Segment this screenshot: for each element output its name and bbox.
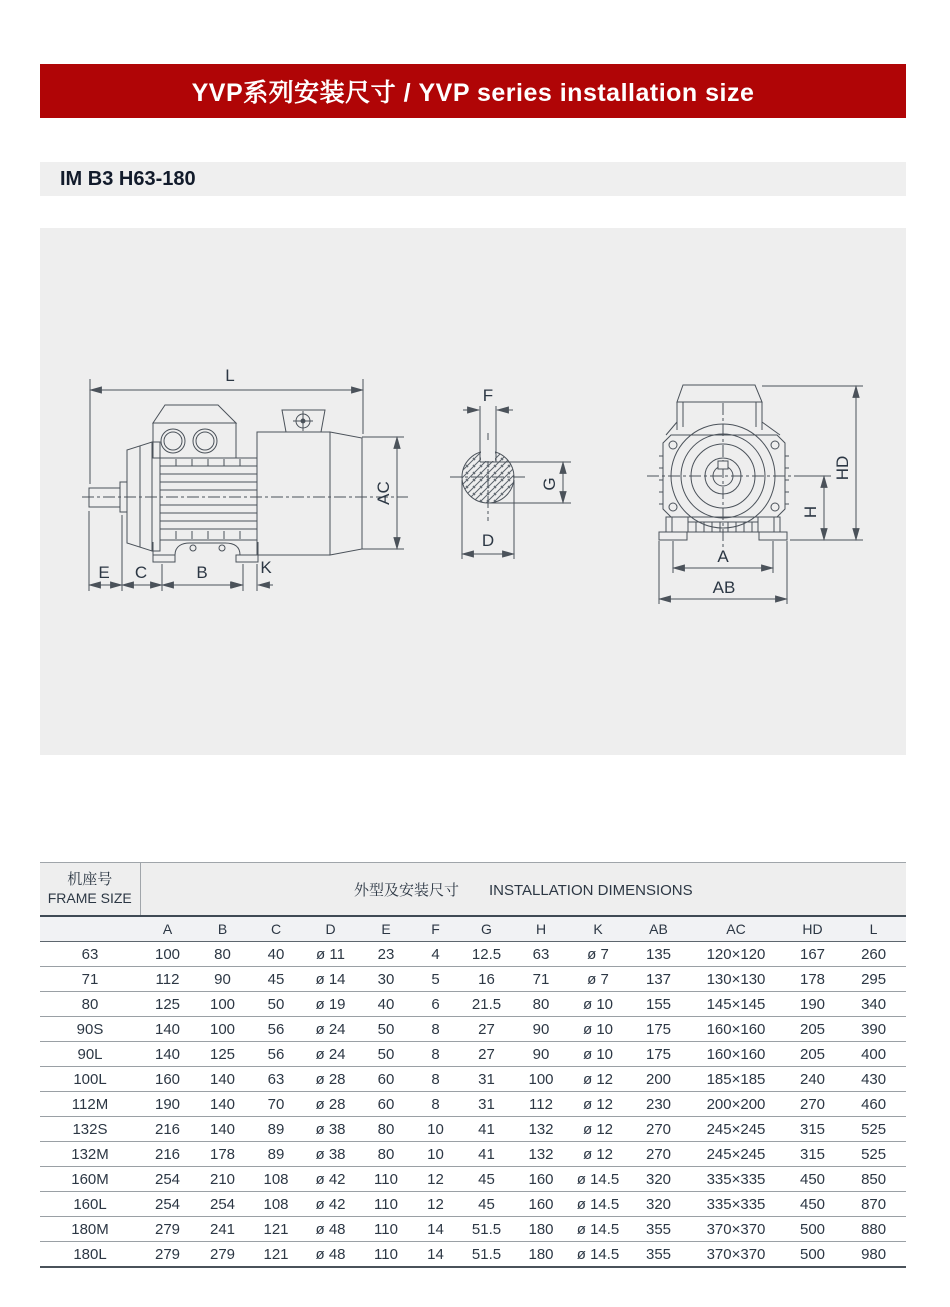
- dimension-cell: ø 24: [302, 1017, 359, 1042]
- dimension-cell: 110: [359, 1167, 413, 1192]
- frame-size-cell: 132M: [40, 1142, 140, 1167]
- dimension-cell: 125: [195, 1042, 250, 1067]
- column-header: E: [359, 916, 413, 942]
- column-header: F: [413, 916, 458, 942]
- dimension-cell: 450: [784, 1167, 841, 1192]
- dimension-cell: 270: [629, 1117, 688, 1142]
- dimension-cell: 850: [841, 1167, 906, 1192]
- dimension-cell: 100: [195, 1017, 250, 1042]
- table-row: [40, 1192, 906, 1217]
- dimension-cell: 90: [195, 967, 250, 992]
- dimension-cell: 90: [515, 1017, 567, 1042]
- dim-label-b: B: [196, 563, 208, 582]
- dimension-cell: 14: [413, 1217, 458, 1242]
- dim-label-ab: AB: [712, 578, 736, 597]
- dimension-cell: 450: [784, 1192, 841, 1217]
- dimension-cell: 279: [195, 1242, 250, 1268]
- dimension-cell: 100: [195, 992, 250, 1017]
- dimension-cell: 160: [515, 1167, 567, 1192]
- dim-label-g: G: [540, 477, 559, 491]
- column-header: G: [458, 916, 515, 942]
- frame-size-cell: 71: [40, 967, 140, 992]
- dimensions-table-wrap: [40, 862, 906, 1268]
- front-view-drawing: [647, 385, 863, 604]
- dimension-cell: ø 11: [302, 942, 359, 967]
- cable-entry-right: [193, 429, 217, 453]
- column-header: L: [841, 916, 906, 942]
- dimension-cell: 8: [413, 1067, 458, 1092]
- dimension-cell: 178: [784, 967, 841, 992]
- frame-size-cell: 180M: [40, 1217, 140, 1242]
- dimension-cell: 130×130: [688, 967, 784, 992]
- dim-label-hd: HD: [833, 455, 852, 481]
- dimension-cell: 31: [458, 1092, 515, 1117]
- dimension-cell: 320: [629, 1192, 688, 1217]
- dimension-cell: 140: [195, 1067, 250, 1092]
- frame-size-cell: 63: [40, 942, 140, 967]
- dimension-cell: 110: [359, 1192, 413, 1217]
- diagram-panel: [40, 228, 906, 755]
- dimension-cell: ø 10: [567, 992, 629, 1017]
- dimension-cell: 110: [359, 1242, 413, 1268]
- dimension-cell: ø 48: [302, 1242, 359, 1268]
- dimension-cell: ø 14.5: [567, 1242, 629, 1268]
- frame-size-cell: 90S: [40, 1017, 140, 1042]
- dimension-cell: 14: [413, 1242, 458, 1268]
- dimension-cell: 60: [359, 1092, 413, 1117]
- dimension-cell: 216: [140, 1117, 195, 1142]
- dimension-cell: 460: [841, 1092, 906, 1117]
- column-header-row: [40, 916, 906, 942]
- dimension-cell: 500: [784, 1242, 841, 1268]
- dim-label-d: D: [481, 531, 495, 550]
- dimension-cell: 155: [629, 992, 688, 1017]
- dimension-cell: ø 7: [567, 942, 629, 967]
- dimension-cell: 41: [458, 1117, 515, 1142]
- dimension-cell: 45: [458, 1192, 515, 1217]
- table-row: [40, 942, 906, 967]
- dimension-cell: ø 38: [302, 1142, 359, 1167]
- dimension-cell: 63: [250, 1067, 302, 1092]
- column-header: A: [140, 916, 195, 942]
- side-view-drawing: [82, 379, 408, 591]
- column-header-blank: [40, 916, 140, 942]
- dimension-cell: 241: [195, 1217, 250, 1242]
- dim-label-e: E: [98, 563, 110, 582]
- dimension-cell: 185×185: [688, 1067, 784, 1092]
- dimension-cell: 12: [413, 1167, 458, 1192]
- dimension-cell: 279: [140, 1217, 195, 1242]
- dimension-cell: 110: [359, 1217, 413, 1242]
- dimension-cell: ø 12: [567, 1067, 629, 1092]
- dimension-cell: 89: [250, 1117, 302, 1142]
- dimension-cell: ø 12: [567, 1092, 629, 1117]
- dimension-cell: 140: [140, 1017, 195, 1042]
- dim-label-a: A: [717, 547, 729, 566]
- dimension-cell: 254: [140, 1192, 195, 1217]
- dimension-cell: ø 12: [567, 1142, 629, 1167]
- dimension-cell: ø 14.5: [567, 1167, 629, 1192]
- dimension-cell: 390: [841, 1017, 906, 1042]
- table-row: [40, 1042, 906, 1067]
- table-row: [40, 1217, 906, 1242]
- dimension-cell: ø 10: [567, 1042, 629, 1067]
- dimension-cell: 63: [515, 942, 567, 967]
- dimension-cell: 132: [515, 1142, 567, 1167]
- dimension-cell: 12.5: [458, 942, 515, 967]
- dimension-cell: 355: [629, 1217, 688, 1242]
- table-row: [40, 992, 906, 1017]
- dimension-cell: 16: [458, 967, 515, 992]
- table-row: [40, 1017, 906, 1042]
- installation-diagram: [40, 228, 906, 755]
- dimension-cell: 315: [784, 1142, 841, 1167]
- dimension-cell: 80: [359, 1142, 413, 1167]
- dimension-cell: 270: [629, 1142, 688, 1167]
- table-row: [40, 1117, 906, 1142]
- dimension-cell: 140: [195, 1117, 250, 1142]
- dimension-cell: 178: [195, 1142, 250, 1167]
- title-banner: [40, 64, 906, 118]
- dimension-cell: 160×160: [688, 1042, 784, 1067]
- frame-size-cell: 112M: [40, 1092, 140, 1117]
- fan-cowl: [330, 432, 362, 555]
- dimension-cell: ø 28: [302, 1092, 359, 1117]
- frame-size-header-cn: 机座号: [67, 870, 113, 888]
- dimension-cell: 5: [413, 967, 458, 992]
- column-header: HD: [784, 916, 841, 942]
- dimension-cell: 80: [515, 992, 567, 1017]
- dimension-cell: 108: [250, 1192, 302, 1217]
- table-row: [40, 1242, 906, 1268]
- dimension-cell: 525: [841, 1142, 906, 1167]
- installation-dimensions-header-en: INSTALLATION DIMENSIONS: [489, 881, 693, 899]
- installation-dimensions-header-cn: 外型及安装尺寸: [353, 881, 459, 899]
- dimension-cell: 279: [140, 1242, 195, 1268]
- dimension-cell: ø 19: [302, 992, 359, 1017]
- dimension-cell: 70: [250, 1092, 302, 1117]
- dimension-cell: 8: [413, 1092, 458, 1117]
- dimension-cell: 50: [359, 1042, 413, 1067]
- dimension-cell: 108: [250, 1167, 302, 1192]
- table-row: [40, 1067, 906, 1092]
- dimension-cell: 525: [841, 1117, 906, 1142]
- dimension-cell: 51.5: [458, 1242, 515, 1268]
- dimension-cell: 80: [359, 1117, 413, 1142]
- dimension-cell: 56: [250, 1042, 302, 1067]
- frame-size-header-en: FRAME SIZE: [47, 889, 132, 906]
- dimension-cell: 132: [515, 1117, 567, 1142]
- dim-label-ac: AC: [374, 481, 393, 505]
- dimension-cell: 160: [515, 1192, 567, 1217]
- dimension-cell: 100: [515, 1067, 567, 1092]
- dimension-cell: 175: [629, 1017, 688, 1042]
- dimension-cell: 240: [784, 1067, 841, 1092]
- dimension-cell: 112: [140, 967, 195, 992]
- dimension-cell: ø 24: [302, 1042, 359, 1067]
- dimension-cell: 112: [515, 1092, 567, 1117]
- dimension-cell: 400: [841, 1042, 906, 1067]
- dimension-cell: 175: [629, 1042, 688, 1067]
- dimension-cell: 10: [413, 1117, 458, 1142]
- dimension-cell: 50: [250, 992, 302, 1017]
- frame-size-cell: 90L: [40, 1042, 140, 1067]
- dimension-cell: 30: [359, 967, 413, 992]
- dimension-cell: 45: [250, 967, 302, 992]
- dimension-cell: 80: [195, 942, 250, 967]
- dimension-cell: 880: [841, 1217, 906, 1242]
- dimension-cell: 121: [250, 1217, 302, 1242]
- dimension-cell: 50: [359, 1017, 413, 1042]
- dimension-cell: 870: [841, 1192, 906, 1217]
- dim-label-f: F: [482, 386, 494, 405]
- dimension-cell: 205: [784, 1017, 841, 1042]
- frame-size-header: [40, 863, 140, 917]
- dimension-cell: 12: [413, 1192, 458, 1217]
- dimension-cell: 260: [841, 942, 906, 967]
- dimension-cell: 335×335: [688, 1167, 784, 1192]
- stator-body: [160, 458, 257, 540]
- dimension-cell: 89: [250, 1142, 302, 1167]
- column-header: B: [195, 916, 250, 942]
- frame-size-cell: 132S: [40, 1117, 140, 1142]
- frame-size-cell: 100L: [40, 1067, 140, 1092]
- dimension-cell: 180: [515, 1242, 567, 1268]
- table-row: [40, 967, 906, 992]
- installation-dimensions-header: [140, 863, 906, 917]
- frame-size-cell: 80: [40, 992, 140, 1017]
- dimension-cell: 230: [629, 1092, 688, 1117]
- front-terminal-box: [677, 385, 762, 402]
- dimension-cell: 210: [195, 1167, 250, 1192]
- dim-label-k: K: [260, 558, 272, 577]
- dimension-cell: ø 28: [302, 1067, 359, 1092]
- dimension-cell: 254: [140, 1167, 195, 1192]
- dimension-cell: 145×145: [688, 992, 784, 1017]
- dimension-cell: 51.5: [458, 1217, 515, 1242]
- column-header: K: [567, 916, 629, 942]
- table-row: [40, 1142, 906, 1167]
- column-header: H: [515, 916, 567, 942]
- dimension-cell: ø 12: [567, 1117, 629, 1142]
- dimension-cell: 320: [629, 1167, 688, 1192]
- terminal-box: [153, 405, 236, 423]
- dimension-cell: 40: [250, 942, 302, 967]
- dimensions-table: [40, 862, 906, 1268]
- dimension-cell: 335×335: [688, 1192, 784, 1217]
- dimension-cell: 167: [784, 942, 841, 967]
- table-header-row: [40, 863, 906, 917]
- dimension-cell: 200×200: [688, 1092, 784, 1117]
- dimension-cell: 56: [250, 1017, 302, 1042]
- dimension-cell: 140: [140, 1042, 195, 1067]
- dimension-cell: 190: [140, 1092, 195, 1117]
- dimension-cell: 160: [140, 1067, 195, 1092]
- frame-range-bar: [40, 162, 906, 196]
- dimension-cell: 45: [458, 1167, 515, 1192]
- cable-entry-left: [161, 429, 185, 453]
- dimension-cell: 205: [784, 1042, 841, 1067]
- dimension-cell: ø 10: [567, 1017, 629, 1042]
- column-header: C: [250, 916, 302, 942]
- dimension-cell: 10: [413, 1142, 458, 1167]
- table-row: [40, 1092, 906, 1117]
- dimension-cell: 40: [359, 992, 413, 1017]
- dim-label-l: L: [225, 366, 235, 385]
- dimension-cell: ø 14: [302, 967, 359, 992]
- dimension-cell: 370×370: [688, 1242, 784, 1268]
- dimension-cell: 430: [841, 1067, 906, 1092]
- dimension-cell: 295: [841, 967, 906, 992]
- dimension-cell: 216: [140, 1142, 195, 1167]
- page-title: YVP系列安装尺寸 / YVP series installation size: [191, 79, 755, 107]
- foot-arch: [175, 543, 240, 555]
- frame-size-cell: 160L: [40, 1192, 140, 1217]
- table-body: [40, 942, 906, 1268]
- frame-size-cell: 160M: [40, 1167, 140, 1192]
- dimension-cell: 245×245: [688, 1142, 784, 1167]
- dimension-cell: 8: [413, 1042, 458, 1067]
- dimension-cell: 71: [515, 967, 567, 992]
- dimension-cell: 125: [140, 992, 195, 1017]
- dimension-cell: ø 38: [302, 1117, 359, 1142]
- dimension-cell: 315: [784, 1117, 841, 1142]
- frame-size-cell: 180L: [40, 1242, 140, 1268]
- dimension-cell: ø 14.5: [567, 1192, 629, 1217]
- dimension-cell: ø 14.5: [567, 1217, 629, 1242]
- dimension-cell: 41: [458, 1142, 515, 1167]
- column-header: D: [302, 916, 359, 942]
- dimension-cell: 500: [784, 1217, 841, 1242]
- dimension-cell: 27: [458, 1017, 515, 1042]
- dimension-cell: 4: [413, 942, 458, 967]
- dimension-cell: 160×160: [688, 1017, 784, 1042]
- dimension-cell: 137: [629, 967, 688, 992]
- column-header: AB: [629, 916, 688, 942]
- dimension-cell: 8: [413, 1017, 458, 1042]
- dimension-cell: 90: [515, 1042, 567, 1067]
- dimension-cell: 23: [359, 942, 413, 967]
- dimension-cell: 190: [784, 992, 841, 1017]
- dim-label-c: C: [134, 563, 148, 582]
- dimension-cell: 135: [629, 942, 688, 967]
- dimension-cell: 6: [413, 992, 458, 1017]
- table-row: [40, 1167, 906, 1192]
- dim-label-h: H: [801, 505, 820, 519]
- dimension-cell: 140: [195, 1092, 250, 1117]
- dimension-cell: 120×120: [688, 942, 784, 967]
- dimension-cell: 245×245: [688, 1117, 784, 1142]
- dimension-cell: 60: [359, 1067, 413, 1092]
- column-header: AC: [688, 916, 784, 942]
- dimension-cell: 200: [629, 1067, 688, 1092]
- dimension-cell: 121: [250, 1242, 302, 1268]
- dimension-cell: 180: [515, 1217, 567, 1242]
- dimension-cell: 31: [458, 1067, 515, 1092]
- dimension-cell: ø 7: [567, 967, 629, 992]
- frame-range-label: IM B3 H63-180: [60, 167, 196, 190]
- dimension-cell: 355: [629, 1242, 688, 1268]
- dimension-cell: 340: [841, 992, 906, 1017]
- dimension-cell: 254: [195, 1192, 250, 1217]
- dimension-cell: 270: [784, 1092, 841, 1117]
- dimension-cell: ø 48: [302, 1217, 359, 1242]
- dimension-cell: 21.5: [458, 992, 515, 1017]
- dimension-cell: 27: [458, 1042, 515, 1067]
- dimension-cell: 370×370: [688, 1217, 784, 1242]
- dimension-cell: 980: [841, 1242, 906, 1268]
- dimension-cell: 100: [140, 942, 195, 967]
- dimension-cell: ø 42: [302, 1167, 359, 1192]
- dimension-cell: ø 42: [302, 1192, 359, 1217]
